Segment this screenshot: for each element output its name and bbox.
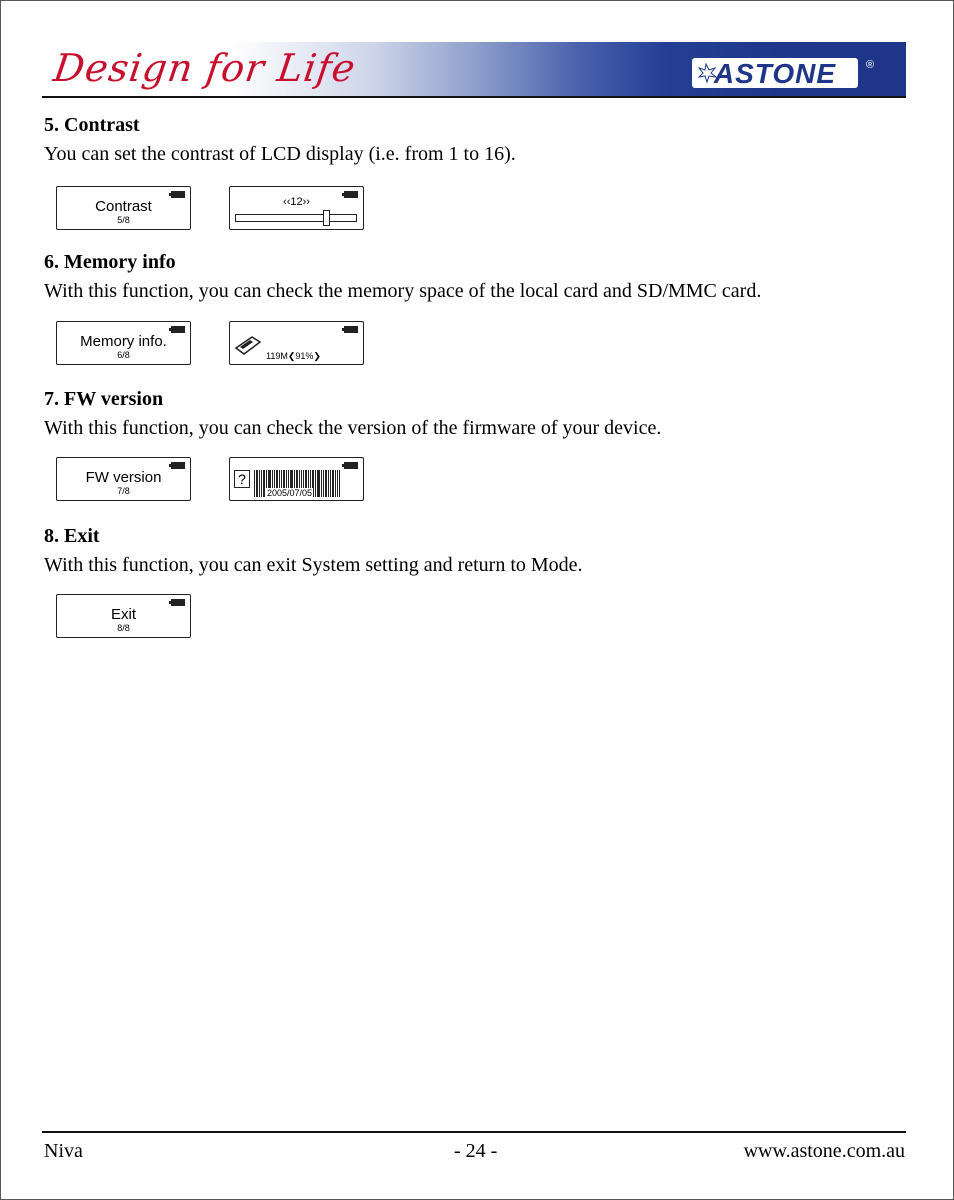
- contrast-value: 12: [290, 196, 303, 208]
- memory-size: 119M: [266, 351, 288, 361]
- battery-icon: [344, 462, 358, 469]
- barcode-bar: [325, 470, 327, 497]
- memory-card-icon: [234, 334, 262, 356]
- brand-text: ASTONE: [713, 58, 837, 89]
- barcode-bar: [317, 470, 320, 497]
- barcode-bar: [335, 470, 336, 497]
- barcode-bar: [328, 470, 329, 497]
- battery-icon: [171, 462, 185, 469]
- barcode-bar: [259, 470, 260, 497]
- lcd-fw-status: [229, 457, 364, 501]
- fw-date: 2005/07/05: [267, 488, 313, 498]
- barcode-bar: [330, 470, 331, 497]
- lcd-menu-label: FW version: [85, 469, 162, 486]
- barcode-bar: [256, 470, 258, 497]
- question-icon: ?: [234, 470, 250, 488]
- barcode-bar: [337, 470, 338, 497]
- section-title-exit: 8. Exit: [44, 525, 100, 547]
- contrast-value-row: [230, 196, 363, 208]
- double-left-arrow-icon: ‹‹: [283, 196, 291, 208]
- battery-icon: [171, 599, 185, 606]
- astone-logo: [684, 52, 884, 92]
- lcd-menu-label: Exit: [110, 606, 136, 623]
- double-right-arrow-icon: ››: [302, 196, 310, 208]
- angle-right-icon: ❯: [313, 351, 321, 361]
- section-title-memory: 6. Memory info: [44, 251, 176, 273]
- battery-icon: [171, 191, 185, 198]
- section-text-contrast: You can set the contrast of LCD display (i.e. from 1 to 16).: [44, 143, 516, 165]
- memory-readout: [266, 351, 321, 362]
- barcode-bar: [254, 470, 255, 497]
- header-rule: [42, 96, 906, 98]
- angle-left-icon: ❮: [287, 351, 296, 361]
- lcd-menu-index: 5/8: [117, 215, 130, 225]
- page-header: [42, 42, 906, 98]
- barcode-bar: [315, 470, 316, 497]
- section-text-fw: With this function, you can check the version of the firmware of your device.: [44, 417, 662, 439]
- barcode-bar: [261, 470, 262, 497]
- lcd-menu-index: 7/8: [117, 486, 130, 496]
- lcd-menu-index: 8/8: [117, 623, 130, 633]
- contrast-slider-knob: [323, 210, 330, 226]
- section-title-contrast: 5. Contrast: [44, 114, 140, 136]
- footer-model: Niva: [44, 1140, 83, 1162]
- footer-rule: [42, 1131, 906, 1133]
- lcd-fw-menu: [56, 457, 191, 501]
- memory-percent: 91%: [295, 351, 314, 361]
- barcode-bar: [339, 470, 340, 497]
- lcd-menu-label: Memory info.: [80, 333, 167, 350]
- barcode-bar: [321, 470, 322, 497]
- lcd-exit-menu: [56, 594, 191, 638]
- registered-mark: ®: [865, 59, 875, 71]
- lcd-menu-index: 6/8: [117, 350, 130, 360]
- tagline-logo: Design for Life: [50, 46, 359, 90]
- section-text-exit: With this function, you can exit System setting and return to Mode.: [44, 554, 583, 576]
- lcd-menu-label: Contrast: [95, 198, 152, 215]
- lcd-memory-status: [229, 321, 364, 365]
- barcode-bar: [263, 470, 265, 497]
- barcode-bar: [332, 470, 334, 497]
- barcode-bar: [323, 470, 324, 497]
- footer-page-number: - 24 -: [454, 1140, 498, 1162]
- battery-icon: [344, 326, 358, 333]
- lcd-contrast-menu: [56, 186, 191, 230]
- lcd-memory-menu: [56, 321, 191, 365]
- footer-url: www.astone.com.au: [743, 1140, 905, 1162]
- section-text-memory: With this function, you can check the memory space of the local card and SD/MMC card.: [44, 280, 762, 302]
- section-title-fw: 7. FW version: [44, 388, 164, 410]
- contrast-slider-track: [235, 214, 357, 222]
- lcd-contrast-setting: [229, 186, 364, 230]
- battery-icon: [171, 326, 185, 333]
